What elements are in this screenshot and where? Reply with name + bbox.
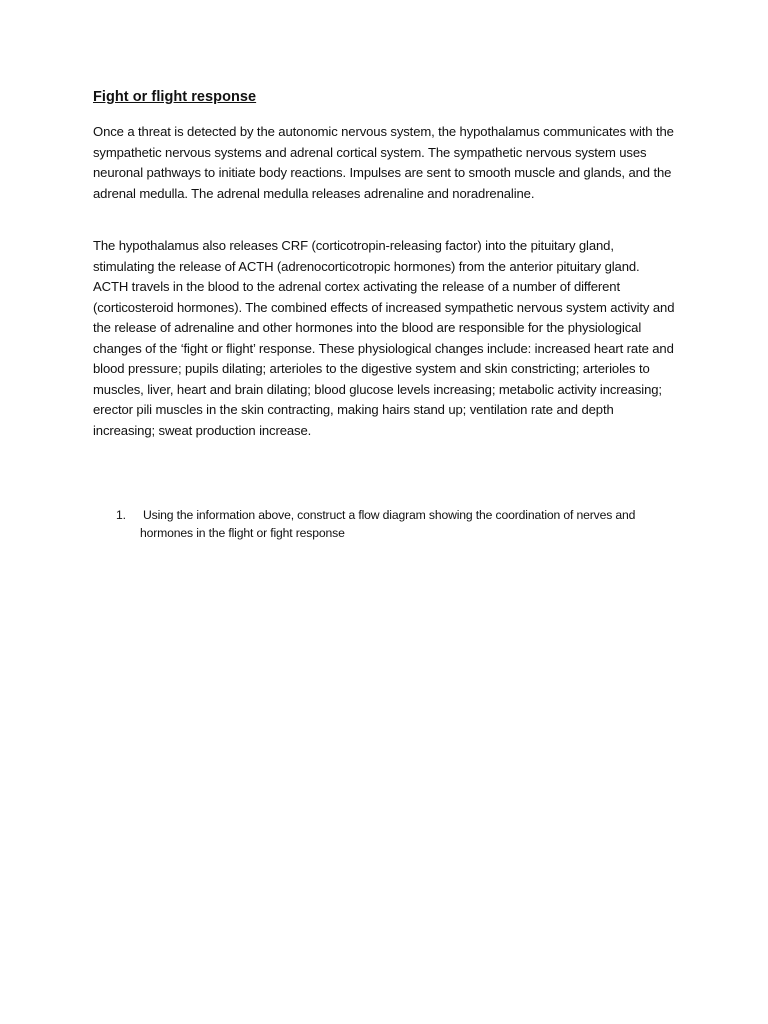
document-title: Fight or flight response	[93, 89, 257, 105]
task-instruction: Using the information above, construct a flow diagram showing the coordination of nerves and hormones in the flight or fight response	[140, 508, 636, 540]
paragraph-threat-detection: Once a threat is detected by the autonomic nervous system, the hypothalamus communicates with the sympathetic nervous systems and adrenal cortical system. The sympathetic nervous system uses neuronal pathways to initiate body reactions. Impulses are sent to smooth muscle and glands, and the adrenal medulla. The adrenal medulla releases adrenaline and noradrenaline.	[93, 124, 674, 201]
list-item	[116, 506, 676, 542]
task-number: 1.	[116, 508, 126, 522]
paragraph-hormonal-response: The hypothalamus also releases CRF (corticotropin-releasing factor) into the pituitary gland, stimulating the release of ACTH (adrenocorticotropic hormones) from the anterior pituitary gland. ACTH travels in the blood to the adrenal cortex activating the release of a number of different (corticosteroid hormones). The combined effects of increased sympathetic nervous system activity and the release of adrenaline and other hormones into the blood are responsible for the physiological changes of the ‘fight or flight’ response. These physiological changes include: increased heart rate and blood pressure; pupils dilating; arterioles to the digestive system and skin constricting; arterioles to muscles, liver, heart and brain dilating; blood glucose levels increasing; metabolic activity increasing; erector pili muscles in the skin contracting, making hairs stand up; ventilation rate and depth increasing; sweat production increase.	[93, 238, 675, 438]
task-list	[116, 506, 676, 542]
